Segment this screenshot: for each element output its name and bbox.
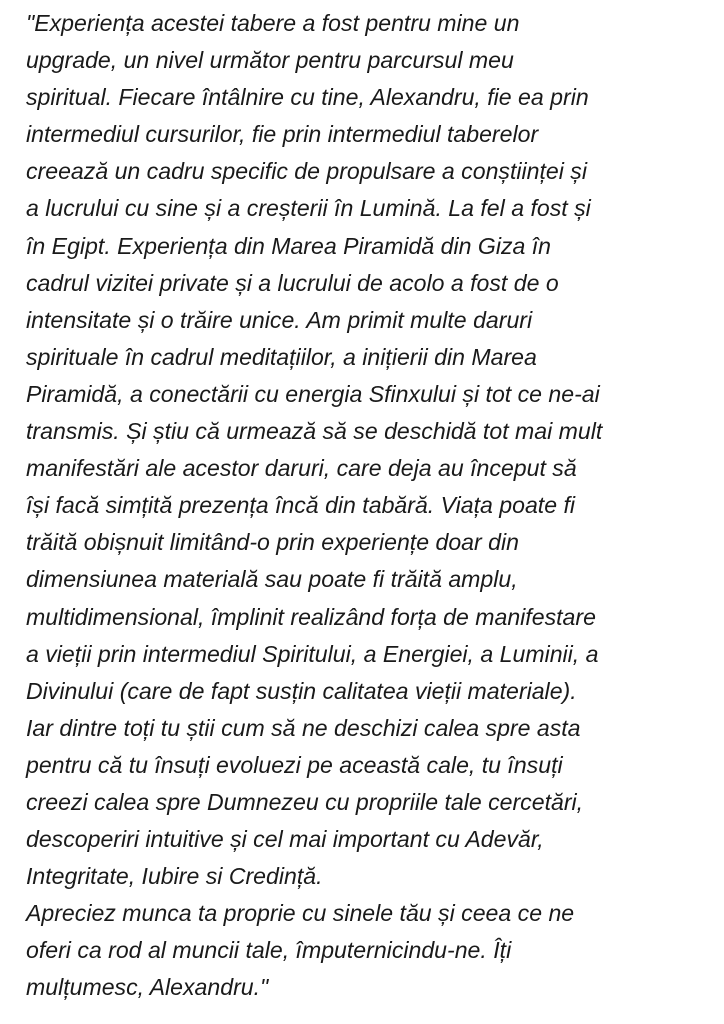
- testimonial-line: multidimensional, împlinit realizând forța de manifestare: [26, 603, 596, 630]
- testimonial-line: Divinului (care de fapt susțin calitatea vieții materiale).: [26, 677, 577, 704]
- testimonial-quote: [26, 5, 716, 1007]
- testimonial-line: cadrul vizitei private și a lucrului de acolo a fost de o: [26, 269, 559, 296]
- testimonial-line: în Egipt. Experiența din Marea Piramidă din Giza în: [26, 232, 552, 259]
- testimonial-line: Integritate, Iubire si Credință.: [26, 863, 323, 890]
- testimonial-line: mulțumesc, Alexandru.": [26, 974, 269, 1001]
- testimonial-line: intermediul cursurilor, fie prin intermediul taberelor: [26, 121, 539, 148]
- testimonial-line: descoperiri intuitive și cel mai important cu Adevăr,: [26, 826, 544, 853]
- testimonial-line: Piramidă, a conectării cu energia Sfinxului și tot ce ne-ai: [26, 380, 600, 407]
- testimonial-line: oferi ca rod al muncii tale, împuternicindu-ne. Îți: [26, 937, 512, 964]
- testimonial-line: upgrade, un nivel următor pentru parcursul meu: [26, 47, 514, 74]
- testimonial-line: "Experiența acestei tabere a fost pentru mine un: [26, 10, 520, 36]
- testimonial-line: a vieții prin intermediul Spiritului, a Energiei, a Luminii, a: [26, 640, 599, 667]
- testimonial-line: dimensiunea materială sau poate fi trăită amplu,: [26, 566, 518, 593]
- testimonial-line: Apreciez munca ta proprie cu sinele tău și ceea ce ne: [26, 900, 575, 927]
- testimonial-line: își facă simțită prezența încă din tabără. Viața poate fi: [26, 492, 576, 519]
- testimonial-line: manifestări ale acestor daruri, care deja au început să: [26, 455, 577, 482]
- testimonial-line: trăită obișnuit limitând-o prin experiențe doar din: [26, 529, 519, 556]
- testimonial-line: pentru că tu însuți evoluezi pe această cale, tu însuți: [26, 751, 563, 778]
- testimonial-line: Iar dintre toți tu știi cum să ne deschizi calea spre asta: [26, 714, 581, 741]
- testimonial-line: creezi calea spre Dumnezeu cu propriile tale cercetări,: [26, 788, 584, 815]
- testimonial-line: a lucrului cu sine și a creșterii în Lumină. La fel a fost și: [26, 195, 591, 222]
- testimonial-line: spiritual. Fiecare întâlnire cu tine, Alexandru, fie ea prin: [26, 84, 589, 111]
- testimonial-line: creează un cadru specific de propulsare a conștiinței și: [26, 158, 587, 185]
- testimonial-line: intensitate și o trăire unice. Am primit multe daruri: [26, 306, 533, 333]
- testimonial-line: spirituale în cadrul meditațiilor, a inițierii din Marea: [26, 343, 537, 370]
- testimonial-line: transmis. Și știu că urmează să se deschidă tot mai mult: [26, 418, 603, 445]
